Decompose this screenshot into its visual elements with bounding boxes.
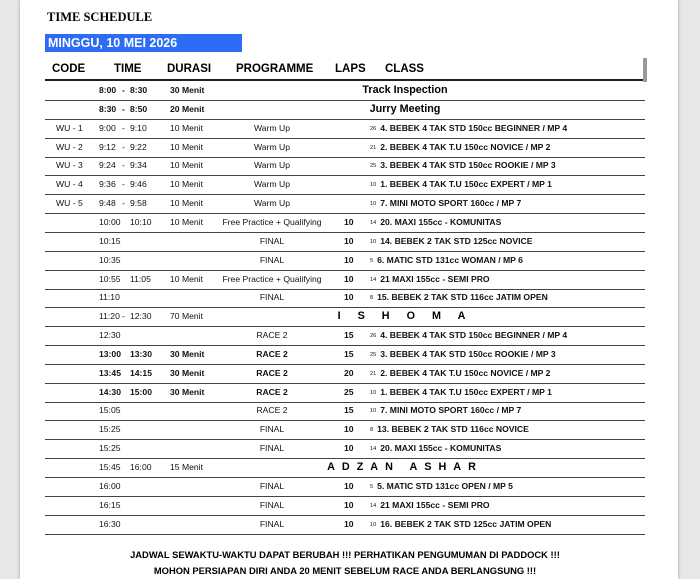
- row-programme: RACE 2: [256, 348, 288, 359]
- row-programme: FINAL: [259, 292, 285, 303]
- row-time-separator: -: [122, 160, 125, 171]
- row-class: [370, 270, 490, 291]
- row-time-start: 9:12: [99, 141, 116, 152]
- row-time-separator: -: [122, 85, 125, 95]
- row-class-label: 14. BEBEK 2 TAK STD 125cc NOVICE: [380, 235, 533, 246]
- row-programme: FINAL: [259, 499, 285, 510]
- row-laps: 15: [344, 405, 354, 416]
- row-class: [370, 194, 521, 215]
- row-class-number: 10: [370, 182, 377, 189]
- row-laps: 10: [344, 216, 354, 227]
- row-time-start: 9:36: [99, 179, 116, 190]
- row-time-start: 11:10: [99, 292, 120, 303]
- row-class-number: 8: [370, 427, 374, 434]
- table-row: [45, 119, 645, 139]
- row-duration: 10 Menit: [170, 141, 203, 152]
- table-row: [45, 477, 645, 497]
- row-class-label: 2. BEBEK 4 TAK T.U 150cc NOVICE / MP 2: [380, 367, 551, 378]
- row-time-end: 15:00: [130, 386, 152, 397]
- row-class-label: 7. MINI MOTO SPORT 160cc / MP 7: [380, 198, 522, 209]
- row-time-end: 9:58: [130, 198, 147, 209]
- row-time-start: 14:30: [99, 386, 121, 397]
- row-class-number: 10: [370, 389, 377, 396]
- row-code: WU - 2: [56, 141, 83, 152]
- row-class-label: 20. MAXI 155cc - KOMUNITAS: [380, 443, 502, 454]
- row-class: [370, 156, 556, 177]
- row-time-start: 16:00: [99, 480, 121, 491]
- row-time-start: 9:24: [99, 160, 116, 171]
- row-time-end: 9:46: [130, 179, 147, 190]
- row-time-separator: -: [122, 122, 125, 133]
- row-class-number: 14: [370, 446, 377, 453]
- row-laps: 15: [344, 348, 354, 359]
- row-class-label: 5. MATIC STD 131cc OPEN / MP 5: [377, 480, 513, 491]
- row-programme: RACE 2: [256, 386, 288, 397]
- date-banner: MINGGU, 10 MEI 2026: [45, 34, 242, 52]
- row-laps: 10: [344, 480, 354, 491]
- row-time-start: 9:48: [99, 198, 116, 209]
- row-class: [370, 439, 501, 460]
- table-row: [45, 364, 645, 384]
- row-class: [370, 119, 567, 140]
- header-code: CODE: [52, 63, 86, 75]
- row-class-number: 10: [370, 201, 377, 208]
- row-time-separator: -: [122, 198, 125, 209]
- row-class-label: 4. BEBEK 4 TAK STD 150cc BEGINNER / MP 4: [380, 330, 568, 341]
- row-class: [370, 477, 513, 498]
- row-class-number: 14: [370, 502, 377, 509]
- row-class-number: 10: [370, 521, 377, 528]
- row-programme: FINAL: [259, 254, 285, 265]
- row-laps: 10: [344, 518, 354, 529]
- scrollbar[interactable]: [643, 58, 647, 82]
- row-class-label: 3. BEBEK 4 TAK STD 150cc ROOKIE / MP 3: [380, 348, 556, 359]
- table-row: [45, 383, 645, 403]
- row-class: [370, 288, 548, 309]
- row-programme: FINAL: [259, 443, 285, 454]
- row-programme: FINAL: [259, 424, 285, 435]
- row-class: [370, 401, 521, 422]
- row-time-start: 11:20: [99, 311, 120, 322]
- header-laps: LAPS: [335, 63, 366, 75]
- row-class: [370, 213, 501, 234]
- row-time-start: 8:30: [99, 103, 117, 114]
- row-time-end: 12:30: [130, 311, 152, 322]
- row-time-start: 16:30: [99, 518, 121, 529]
- row-duration: 10 Menit: [170, 273, 203, 284]
- row-time-separator: -: [122, 311, 125, 322]
- row-time-end: 8:30: [130, 85, 148, 95]
- row-class: [370, 364, 550, 385]
- row-time-end: 13:30: [130, 348, 152, 359]
- row-class: [370, 345, 556, 366]
- row-class-number: 14: [370, 219, 377, 226]
- row-laps: 10: [344, 443, 354, 454]
- row-laps: 10: [344, 273, 354, 284]
- table-row: [45, 515, 645, 535]
- row-time-separator: -: [122, 141, 125, 152]
- row-time-start: 10:15: [99, 235, 121, 246]
- row-time-end: 11:05: [130, 273, 151, 284]
- row-programme: FINAL: [259, 518, 285, 529]
- table-row: [45, 439, 645, 459]
- row-time-start: 8:00: [99, 85, 117, 95]
- table-row: [45, 251, 645, 271]
- row-class-label: 20. MAXI 155cc - KOMUNITAS: [380, 216, 502, 227]
- row-class-number: 5: [370, 257, 374, 264]
- row-duration: 70 Menit: [170, 311, 203, 322]
- row-programme: Warm Up: [254, 141, 290, 152]
- header-programme: PROGRAMME: [236, 63, 314, 75]
- row-event-title: ADZAN ASHAR: [327, 461, 483, 473]
- row-class-label: 13. BEBEK 2 TAK STD 116cc NOVICE: [377, 424, 529, 435]
- row-time-start: 15:25: [99, 424, 121, 435]
- row-duration: 10 Menit: [170, 198, 203, 209]
- row-class-label: 2. BEBEK 4 TAK T.U 150cc NOVICE / MP 2: [380, 141, 551, 152]
- row-class-label: 4. BEBEK 4 TAK STD 150cc BEGINNER / MP 4: [380, 122, 568, 133]
- row-class-number: 10: [370, 408, 377, 415]
- table-row: [45, 420, 645, 440]
- row-laps: 25: [344, 386, 354, 397]
- row-time-end: 10:10: [130, 216, 152, 227]
- table-row: [45, 326, 645, 346]
- row-time-start: 13:45: [99, 367, 121, 378]
- row-class-number: 21: [370, 144, 377, 151]
- row-time-end: 8:50: [130, 103, 148, 114]
- row-laps: 10: [344, 499, 354, 510]
- row-code: WU - 4: [56, 179, 83, 190]
- document-title: TIME SCHEDULE: [47, 10, 153, 24]
- row-programme: FINAL: [259, 235, 285, 246]
- row-programme: FINAL: [259, 480, 285, 491]
- row-time-separator: -: [122, 103, 125, 114]
- row-laps: 10: [344, 254, 354, 265]
- row-class-label: 16. BEBEK 2 TAK STD 125cc JATIM OPEN: [380, 518, 552, 529]
- table-row: [45, 288, 645, 308]
- row-programme: Free Practice + Qualifying: [222, 216, 322, 227]
- row-time-start: 15:05: [99, 405, 121, 416]
- row-duration: 20 Menit: [170, 103, 205, 114]
- table-row: [45, 345, 645, 365]
- row-class-label: 1. BEBEK 4 TAK T.U 150cc EXPERT / MP 1: [380, 179, 552, 190]
- row-duration: 30 Menit: [170, 367, 205, 378]
- row-programme: Warm Up: [254, 122, 290, 133]
- row-class-number: 25: [370, 351, 377, 358]
- row-duration: 15 Menit: [170, 462, 203, 472]
- row-class-label: 1. BEBEK 4 TAK T.U 150cc EXPERT / MP 1: [380, 386, 552, 397]
- row-laps: 10: [344, 292, 354, 303]
- table-row: [45, 138, 645, 158]
- row-class-number: 21: [370, 370, 377, 377]
- row-laps: 20: [344, 367, 354, 378]
- row-time-start: 13:00: [99, 348, 121, 359]
- table-row: [45, 100, 645, 120]
- row-class: [370, 251, 523, 272]
- row-code: WU - 3: [56, 160, 83, 171]
- row-time-separator: -: [122, 179, 125, 190]
- row-class: [370, 138, 550, 159]
- header-durasi: DURASI: [167, 63, 212, 75]
- header-class: CLASS: [385, 63, 424, 75]
- row-code: WU - 5: [56, 198, 83, 209]
- row-time-start: 10:00: [99, 216, 121, 227]
- table-row: [45, 194, 645, 214]
- row-programme: Free Practice + Qualifying: [222, 273, 322, 284]
- row-time-start: 12:30: [99, 330, 121, 341]
- table-row: [45, 458, 645, 478]
- row-programme: Warm Up: [254, 179, 290, 190]
- row-class: [370, 232, 532, 253]
- row-class-number: 8: [370, 295, 374, 302]
- row-class: [370, 496, 490, 517]
- table-row: [45, 232, 645, 252]
- row-duration: 10 Menit: [170, 122, 203, 133]
- row-programme: RACE 2: [256, 405, 288, 416]
- row-duration: 10 Menit: [170, 179, 203, 190]
- row-class-label: 3. BEBEK 4 TAK STD 150cc ROOKIE / MP 3: [380, 160, 556, 171]
- row-event-title: Jurry Meeting: [369, 102, 441, 115]
- table-row: [45, 401, 645, 421]
- note-preparation: MOHON PERSIAPAN DIRI ANDA 20 MENIT SEBELUM RACE ANDA BERLANGSUNG !!!: [153, 565, 537, 576]
- row-time-end: 9:10: [130, 122, 147, 133]
- row-programme: RACE 2: [256, 367, 288, 378]
- row-class-label: 21 MAXI 155cc - SEMI PRO: [380, 273, 490, 284]
- row-programme: Warm Up: [254, 198, 290, 209]
- row-time-start: 9:00: [99, 122, 116, 133]
- row-time-start: 15:25: [99, 443, 121, 454]
- table-row: [45, 496, 645, 516]
- row-laps: 15: [344, 330, 354, 341]
- row-laps: 10: [344, 235, 354, 246]
- row-duration: 30 Menit: [170, 85, 205, 95]
- row-event-title: Track Inspection: [362, 84, 448, 96]
- row-laps: 10: [344, 424, 354, 435]
- row-programme: Warm Up: [254, 160, 290, 171]
- row-class-number: 25: [370, 163, 377, 170]
- row-class: [370, 420, 529, 441]
- row-time-end: 9:34: [130, 160, 147, 171]
- table-row: [45, 307, 645, 327]
- row-class: [370, 175, 552, 196]
- table-row: [45, 81, 645, 101]
- row-class-label: 6. MATIC STD 131cc WOMAN / MP 6: [377, 254, 523, 265]
- row-class-label: 15. BEBEK 2 TAK STD 116cc JATIM OPEN: [377, 292, 548, 303]
- row-time-end: 14:15: [130, 367, 152, 378]
- row-programme: RACE 2: [256, 330, 288, 341]
- table-row: [45, 213, 645, 233]
- row-duration: 30 Menit: [170, 348, 205, 359]
- row-time-start: 10:55: [99, 273, 121, 284]
- row-class: [370, 326, 567, 347]
- row-class-number: 26: [370, 125, 377, 132]
- row-class-number: 26: [370, 333, 377, 340]
- row-time-start: 15:45: [99, 462, 121, 472]
- table-row: [45, 270, 645, 290]
- header-time: TIME: [114, 63, 142, 75]
- table-row: [45, 175, 645, 195]
- row-class: [370, 383, 552, 404]
- row-time-end: 16:00: [130, 462, 152, 472]
- row-class-label: 21 MAXI 155cc - SEMI PRO: [380, 499, 490, 510]
- row-time-start: 10:35: [99, 254, 121, 265]
- row-time-end: 9:22: [130, 141, 147, 152]
- row-duration: 30 Menit: [170, 386, 205, 397]
- row-duration: 10 Menit: [170, 160, 203, 171]
- row-time-start: 16:15: [99, 499, 121, 510]
- row-duration: 10 Menit: [170, 216, 203, 227]
- note-schedule-change: JADWAL SEWAKTU-WAKTU DAPAT BERUBAH !!! PERHATIKAN PENGUMUMAN DI PADDOCK !!!: [130, 549, 560, 560]
- row-class-number: 14: [370, 276, 377, 283]
- row-class-number: 5: [370, 483, 374, 490]
- row-class-label: 7. MINI MOTO SPORT 160cc / MP 7: [380, 405, 522, 416]
- table-row: [45, 156, 645, 176]
- row-event-title: I S H O M A: [337, 310, 473, 323]
- row-class: [370, 515, 551, 536]
- row-class-number: 10: [370, 238, 377, 245]
- row-code: WU - 1: [56, 122, 83, 133]
